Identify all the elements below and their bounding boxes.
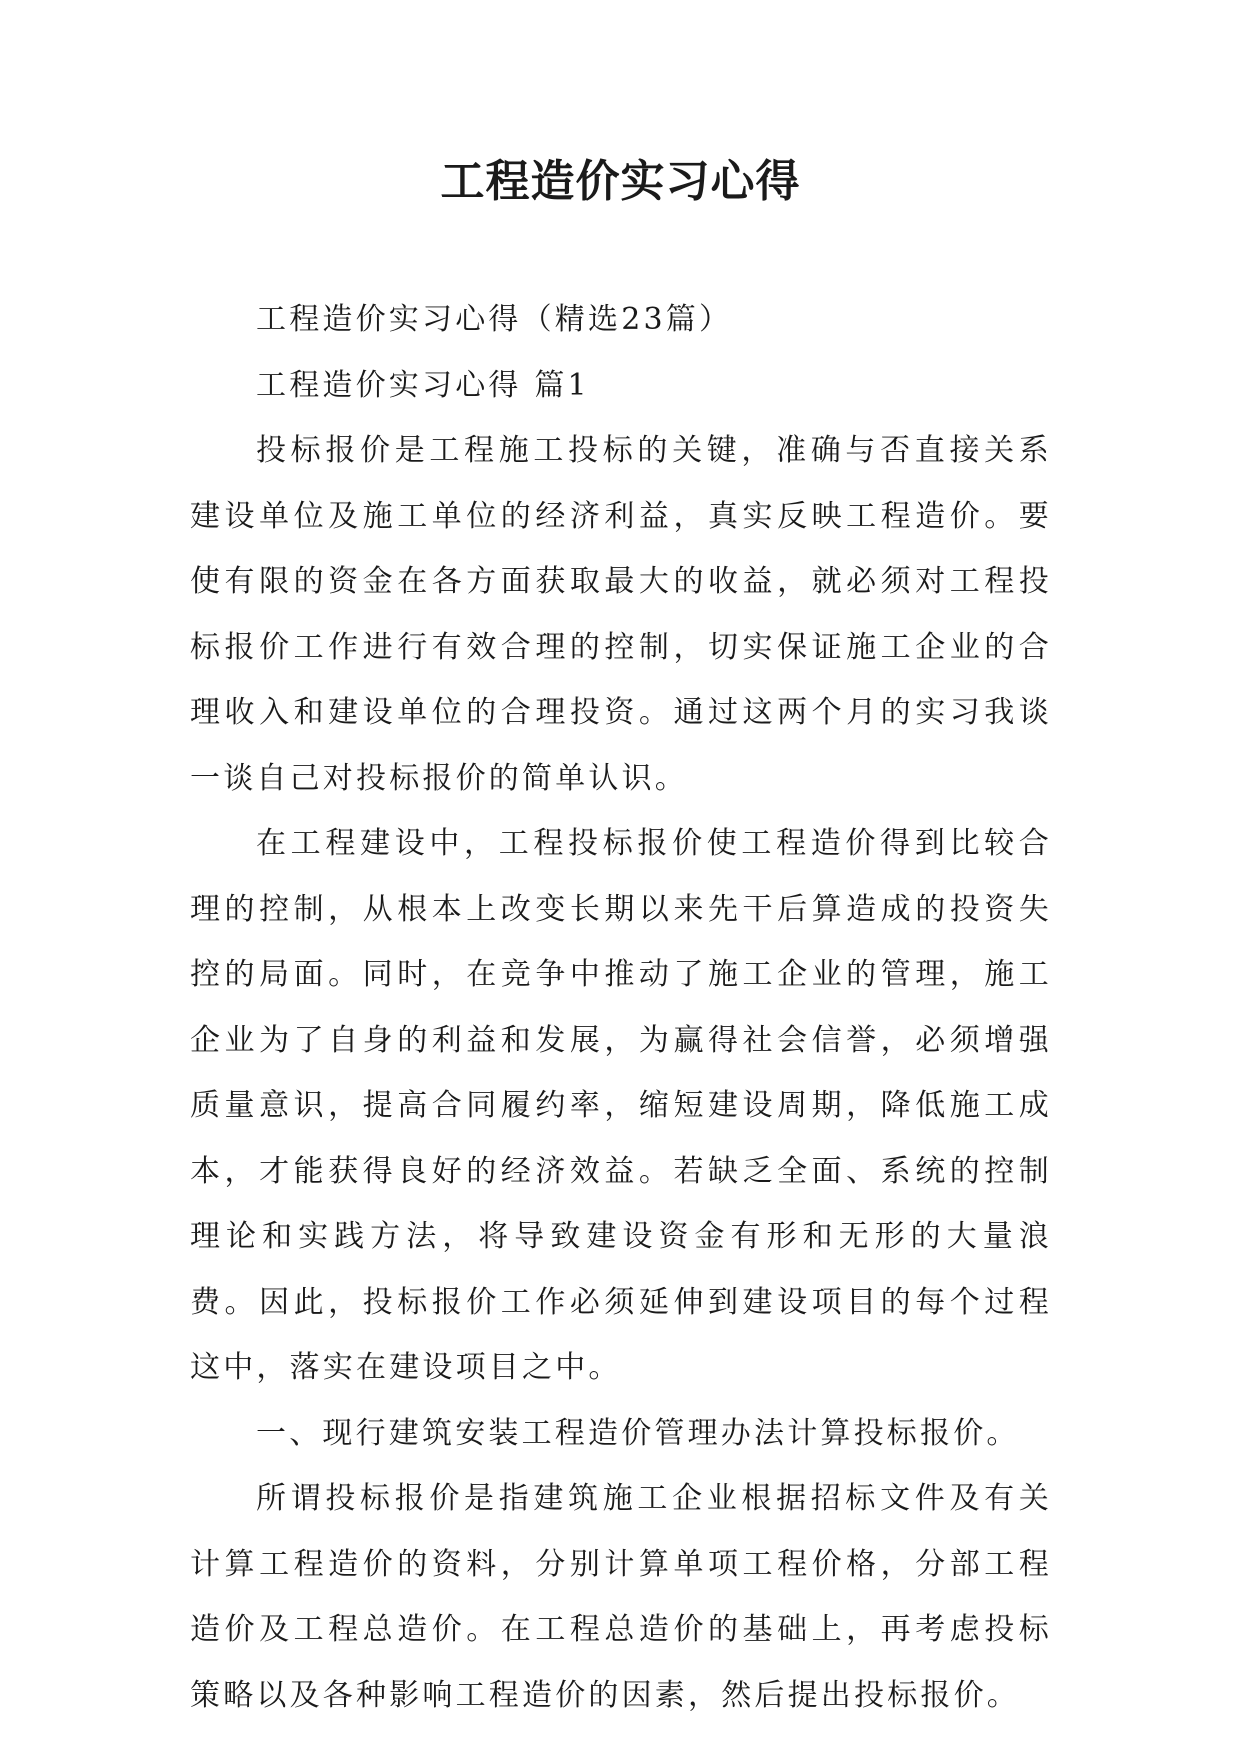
document-body — [190, 287, 1052, 1728]
document-title: 工程造价实习心得 — [440, 156, 801, 207]
section-heading: 工程造价实习心得 篇1 — [256, 367, 590, 403]
subtitle-paragraph: 工程造价实习心得（精选23篇） — [256, 302, 733, 337]
body-paragraph: 所谓投标报价是指建筑施工企业根据招标文件及有关计算工程造价的资料，分别计算单项工程价格，分部工程造价及工程总造价。在工程总造价的基础上，再考虑投标策略以及各种影响工程造价的因素，然后提出投标报价。 — [190, 1481, 1052, 1713]
body-paragraph-heading: 一、现行建筑安装工程造价管理办法计算投标报价。 — [256, 1415, 1020, 1451]
body-paragraph: 投标报价是工程施工投标的关键，准确与否直接关系建设单位及施工单位的经济利益，真实反映工程造价。要使有限的资金在各方面获取最大的收益，就必须对工程投标报价工作进行有效合理的控制，切实保证施工企业的合理收入和建设单位的合理投资。通过这两个月的实习我谈一谈自己对投标报价的简单认识。 — [190, 433, 1052, 796]
body-paragraph: 在工程建设中，工程投标报价使工程造价得到比较合理的控制，从根本上改变长期以来先干后算造成的投资失控的局面。同时，在竞争中推动了施工企业的管理，施工企业为了自身的利益和发展，为赢得社会信誉，必须增强质量意识，提高合同履约率，缩短建设周期，降低施工成本，才能获得良好的经济效益。若缺乏全面、系统的控制理论和实践方法，将导致建设资金有形和无形的大量浪费。因此，投标报价工作必须延伸到建设项目的每个过程这中，落实在建设项目之中。 — [190, 826, 1052, 1385]
